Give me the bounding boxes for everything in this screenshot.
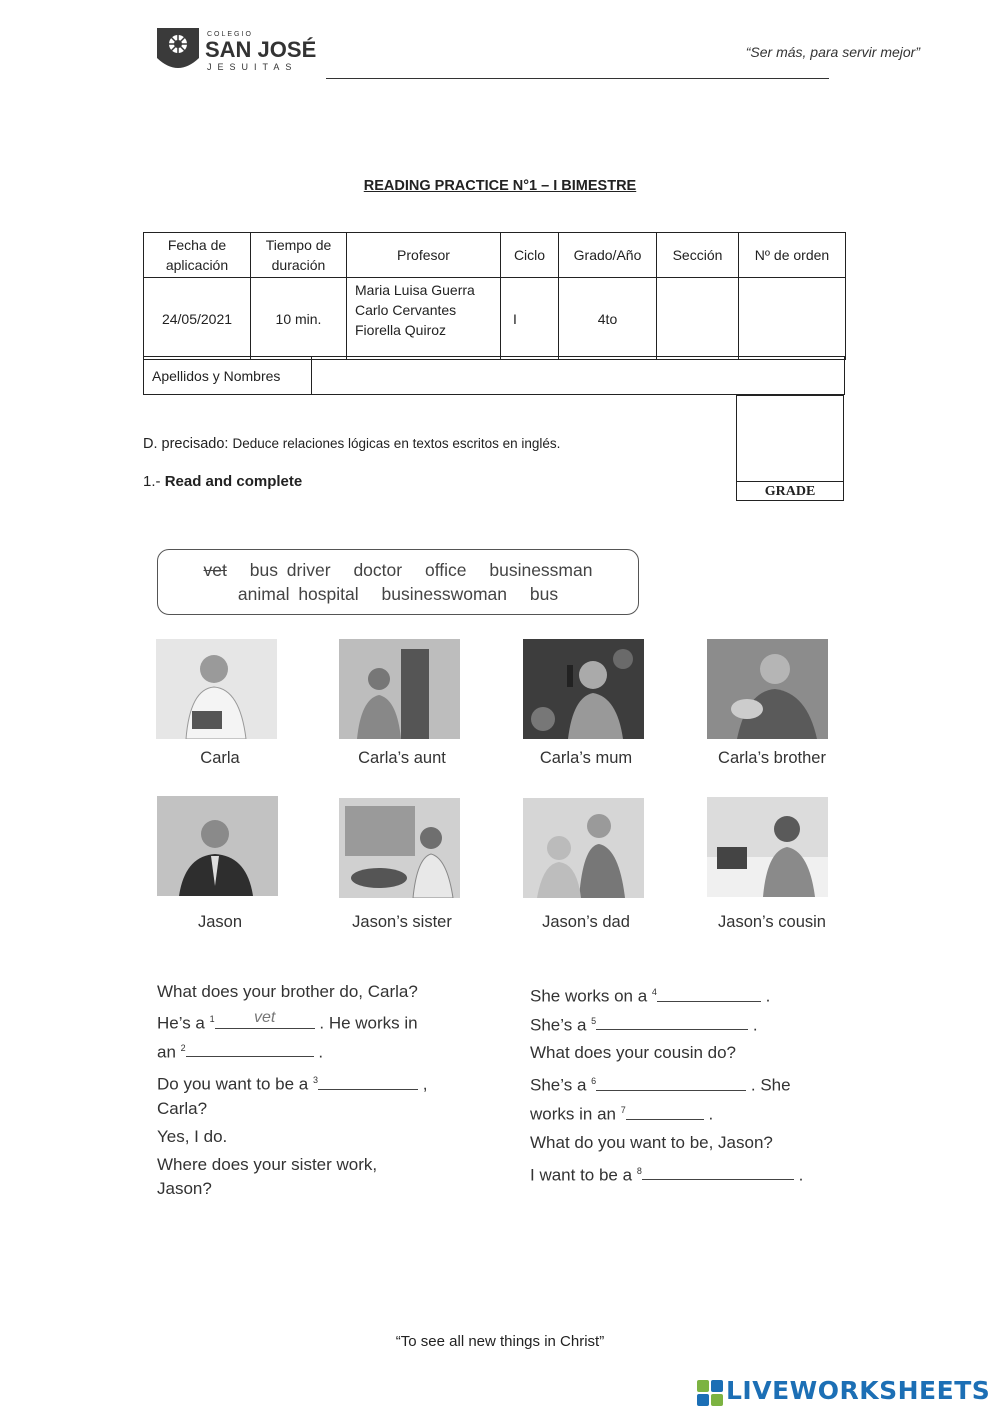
- table-header-row: [144, 233, 846, 278]
- table-row: [144, 278, 846, 360]
- answer-blank-7[interactable]: [626, 1103, 704, 1120]
- caption: Jason: [197, 913, 243, 931]
- blank-number: 3: [312, 1075, 318, 1086]
- dialogue-line: What do you want to be, Jason?: [530, 1132, 773, 1152]
- header-section: Sección: [657, 233, 739, 278]
- dialogue-line: works in an $^7$ .: [530, 1104, 714, 1124]
- grade-value: 4to: [559, 278, 657, 360]
- instruction-number: 1.-: [143, 473, 161, 490]
- caption: Carla: [200, 749, 240, 767]
- names-field[interactable]: [312, 357, 845, 395]
- dialogue-line: What does your brother do, Carla?: [157, 982, 418, 1001]
- header-date: Fecha de aplicación: [144, 233, 251, 278]
- header-cycle: Ciclo: [501, 233, 559, 278]
- blank-number: 4: [651, 987, 657, 997]
- answer-blank-4[interactable]: [657, 985, 761, 1002]
- word-bank-item: vet: [203, 560, 227, 580]
- competence-label: D. precisado:: [143, 436, 229, 452]
- word-bank-item: businesswoman: [381, 584, 507, 604]
- cycle-value: I: [501, 278, 559, 360]
- date-value: 24/05/2021: [144, 278, 251, 360]
- names-label: Apellidos y Nombres: [144, 357, 312, 395]
- header-duration: Tiempo de duración: [251, 233, 347, 278]
- caption: Jason’s dad: [542, 913, 630, 931]
- dialogue-line: What does your cousin do?: [530, 1043, 737, 1063]
- svg-text:SAN JOSÉ: SAN JOSÉ: [205, 37, 317, 62]
- answer-blank-3[interactable]: [318, 1073, 418, 1090]
- section-field[interactable]: [657, 278, 739, 360]
- word-bank-item: businessman: [489, 560, 593, 580]
- duration-value: 10 min.: [251, 278, 347, 360]
- svg-text:JESUITAS: JESUITAS: [207, 62, 298, 72]
- word-bank-item: animal hospital: [237, 584, 359, 604]
- dialogue-line: Jason?: [157, 1178, 212, 1198]
- photo-singer: [523, 639, 644, 739]
- blank-number: 8: [636, 1165, 642, 1176]
- dialogue-line: Yes, I do.: [157, 1126, 228, 1146]
- caption: Jason’s sister: [352, 913, 452, 931]
- blank-number: 6: [591, 1076, 597, 1087]
- header-teacher: Profesor: [347, 233, 501, 278]
- school-logo: [155, 24, 325, 80]
- answer-blank-2[interactable]: [186, 1040, 314, 1057]
- photo-dad: [523, 798, 644, 898]
- word-bank: [157, 549, 639, 615]
- dialogue-line: Where does your sister work,: [157, 1154, 378, 1174]
- teacher-list: [347, 278, 501, 360]
- answer-blank-8[interactable]: [642, 1163, 794, 1180]
- dialogue-line: He’s a $^1$ vet . He works in: [157, 1007, 487, 1036]
- photo-businesswoman: [707, 797, 828, 897]
- watermark-text: LIVEWORKSHEETS: [726, 1376, 991, 1405]
- dialogue-line: She works on a $^4$ .: [530, 986, 771, 1006]
- teacher-name: Maria Luisa Guerra: [355, 282, 475, 298]
- word-bank-item: office: [424, 560, 467, 580]
- header-grade: Grado/Año: [559, 233, 657, 278]
- photo-vet: [707, 639, 828, 739]
- instruction-line: [143, 473, 302, 490]
- dialogue-line: an $^2$ .: [157, 1042, 324, 1062]
- answer-blank-6[interactable]: [596, 1074, 746, 1091]
- header-divider: [326, 78, 829, 79]
- answer-blank-5[interactable]: [596, 1013, 748, 1030]
- dialogue-right: [530, 980, 850, 1187]
- dialogue-line: She’s a $^5$ .: [530, 1015, 758, 1035]
- caption: Jason’s cousin: [718, 913, 826, 931]
- dialogue-line: I want to be a $^8$ .: [530, 1165, 804, 1185]
- photo-bus-driver: [339, 639, 460, 739]
- info-table: [143, 232, 846, 360]
- footer-quote: “To see all new things in Christ”: [395, 1333, 605, 1350]
- dialogue-line: Carla?: [157, 1098, 208, 1118]
- header-order: Nº de orden: [739, 233, 846, 278]
- photo-businessman: [157, 796, 278, 896]
- instruction-text: Read and complete: [164, 473, 303, 490]
- word-bank-item: doctor: [353, 560, 403, 580]
- blank-number: 2: [180, 1042, 186, 1053]
- blank-number: 5: [591, 1015, 597, 1026]
- example-answer: vet: [253, 1008, 276, 1026]
- competence-line: [143, 436, 560, 452]
- caption: Carla’s aunt: [358, 749, 446, 767]
- caption: Carla’s mum: [539, 749, 633, 767]
- photo-bus-driver-woman: [339, 798, 460, 898]
- word-bank-item: bus driver: [249, 560, 331, 580]
- teacher-name: Fiorella Quiroz: [355, 322, 447, 338]
- caption: Carla’s brother: [718, 749, 826, 767]
- dialogue-line: She’s a $^6$ . She: [530, 1075, 791, 1095]
- blank-number: 1: [209, 1014, 215, 1024]
- word-bank-item: bus: [529, 584, 559, 604]
- teacher-name: Carlo Cervantes: [355, 302, 457, 318]
- names-table: [143, 356, 845, 395]
- order-field[interactable]: [739, 278, 846, 360]
- dialogue-left: [157, 980, 487, 1201]
- photo-doctor: [156, 639, 277, 739]
- competence-text: Deduce relaciones lógicas en textos escritos en inglés.: [232, 436, 561, 451]
- svg-text:COLEGIO: COLEGIO: [207, 31, 253, 38]
- answer-blank-1[interactable]: [215, 1008, 315, 1029]
- blank-number: 7: [620, 1104, 626, 1115]
- grade-label: GRADE: [736, 481, 844, 501]
- page-title: READING PRACTICE N°1 – I BIMESTRE: [363, 178, 637, 194]
- school-motto: “Ser más, para servir mejor”: [745, 44, 920, 60]
- dialogue-line: Do you want to be a $^3$ ,: [157, 1074, 428, 1094]
